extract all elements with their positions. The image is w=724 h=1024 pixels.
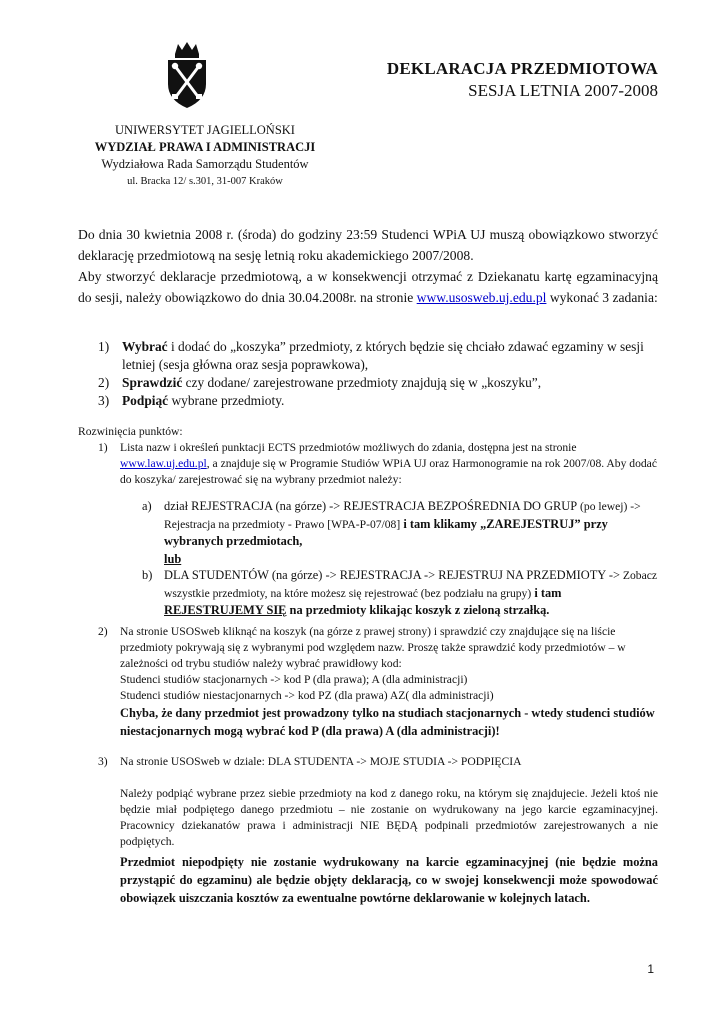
option-b-path-cont: Zobacz wszystkie przedmioty, na które możesz się rejestrować (bez podziału na grupy) <box>164 569 658 600</box>
institution-address: ul. Bracka 12/ s.301, 31-007 Kraków <box>127 176 283 187</box>
detail-item-1 <box>98 440 660 488</box>
detail-item-3-body <box>98 754 660 770</box>
option-b-instruction-underlined: REJESTRUJEMY SIĘ <box>164 603 287 617</box>
task-item <box>98 374 658 392</box>
task-number: 3) <box>98 393 110 408</box>
item1-text-end: , a znajduje się w Programie Studiów WPiA UJ oraz Harmonogramie na rok 2007/08. Aby dodać do koszyka/ zarejestrować się na wybrany przedmiot należy: <box>120 457 657 486</box>
option-b-body <box>142 567 664 620</box>
task-verb: Wybrać <box>122 339 168 354</box>
document-title <box>338 58 658 102</box>
option-a-path: dział REJESTRACJA (na górze) -> REJESTRACJA BEZPOŚREDNIA DO GRUP <box>164 499 578 513</box>
item1-text: Lista nazw i określeń punktacji ECTS przedmiotów możliwych do zdania, dostępna jest na stronie <box>120 441 577 454</box>
or-label: lub <box>164 551 182 566</box>
task-text: czy dodane/ zarejestrowane przedmioty znajdują się w „koszyku”, <box>182 375 542 390</box>
task-list <box>98 338 658 410</box>
code-line-nonstationary: Studenci studiów niestacjonarnych -> kod PZ (dla prawa) AZ( dla administracji) <box>120 689 494 702</box>
law-link[interactable]: www.law.uj.edu.pl <box>120 457 207 470</box>
intro-p2-end: wykonać 3 zadania: <box>546 290 658 305</box>
details-heading: Rozwinięcia punktów: <box>78 425 183 438</box>
intro-p2-text: Aby stworzyć deklaracje przedmiotową, a w konsekwencji otrzymać z Dziekanatu kartę egzaminacyjną do sesji, należy obowiązkowo do dnia 30.04.2008r. na stronie <box>78 269 658 305</box>
item3-title: Na stronie USOSweb w dziale: DLA STUDENTA -> MOJE STUDIA -> PODPIĘCIA <box>120 755 522 768</box>
option-b-instruction-end: na przedmioty klikając koszyk z zieloną strzałką. <box>286 603 550 617</box>
intro-section <box>78 224 658 308</box>
task-verb: Podpiąć <box>122 393 169 408</box>
title-line-2: SESJA LETNIA 2007-2008 <box>468 81 658 100</box>
detail-item-1-body <box>98 440 660 488</box>
page-number: 1 <box>647 962 654 976</box>
option-letter: b) <box>142 568 153 582</box>
code-line-stationary: Studenci studiów stacjonarnych -> kod P (dla prawa); A (dla administracji) <box>120 673 468 686</box>
intro-paragraph-2 <box>78 266 658 308</box>
task-verb: Sprawdzić <box>122 375 183 390</box>
option-a <box>142 498 664 568</box>
option-a-path-cont: (po lewej) -> Rejestracja na przedmioty - Prawo [WPA-P-07/08] <box>164 500 641 531</box>
item-number: 1) <box>98 441 108 454</box>
task-text: i dodać do „koszyka” przedmioty, z których będzie się chciało zdawać egzaminy w sesji letniej (sesja główna oraz sesja poprawkowa), <box>122 339 644 372</box>
task-item <box>98 392 658 410</box>
task-item <box>98 338 658 374</box>
university-name: UNIWERSYTET JAGIELLOŃSKI <box>115 123 295 137</box>
option-letter: a) <box>142 499 152 513</box>
option-b <box>142 567 664 620</box>
intro-paragraph-1: Do dnia 30 kwietnia 2008 r. (środa) do godziny 23:59 Studenci WPiA UJ muszą obowiązkowo stworzyć deklarację przedmiotową na sesję letnią roku akademickiego 2007/2008. <box>78 227 658 263</box>
institution-block <box>40 122 370 190</box>
detail-item-3 <box>98 754 660 770</box>
task-text: wybrane przedmioty. <box>168 393 285 408</box>
item2-warning: Chyba, że dany przedmiot jest prowadzony tylko na studiach stacjonarnych - wtedy studenci studiów niestacjonarnych mogą wybrać kod P (dla prawa) A (dla administracji)! <box>120 706 655 738</box>
detail-item-2-body <box>98 624 660 672</box>
council-name: Wydziałowa Rada Samorządu Studentów <box>101 157 309 171</box>
option-b-path: DLA STUDENTÓW (na górze) -> REJESTRACJA -> REJESTRUJ NA PRZEDMIOTY -> <box>164 568 620 582</box>
detail-item-2 <box>98 624 660 740</box>
task-number: 2) <box>98 375 110 390</box>
item-number: 3) <box>98 755 108 768</box>
item2-text: Na stronie USOSweb kliknąć na koszyk (na górze z prawej strony) i sprawdzić czy znajdujące się na liście przedmioty pokrywają się z wybranymi pod względem nazw. Proszę także sprawdzić kody przedmiotów – w zależności od trybu studiów należy wybrać prawidłowy kod: <box>120 625 626 670</box>
option-a-body <box>142 498 664 551</box>
option-a-instruction: i tam klikamy „ZAREJESTRUJ” przy wybranych przedmiotach, <box>164 516 608 548</box>
item3-text: Należy podpiąć wybrane przez siebie przedmioty na kod z danego roku, na którym się znajdujecie. Jeżeli ktoś nie będzie miał podpiętego danego przedmiotu – nie zostanie on wydrukowany na jego karcie egzaminacyjnej. Pracownicy dziekanatów prawa i administracji NIE BĘDĄ podpinali przedmiotów zarejestrowanych a nie podpiętych. <box>120 787 658 848</box>
task-number: 1) <box>98 339 110 354</box>
or-label-row <box>142 551 664 569</box>
item3-warning: Przedmiot niepodpięty nie zostanie wydrukowany na karcie egzaminacyjnej (nie będzie można przystąpić do egzaminu) ale będzie objęty deklaracją, co w swojej konsekwencji może spowodować obowiązek uiszczania kosztów za ewentualne powtórne deklarowanie w kolejnych latach. <box>120 855 658 905</box>
option-b-instruction: i tam <box>531 585 562 600</box>
item-number: 2) <box>98 625 108 638</box>
title-line-1: DEKLARACJA PRZEDMIOTOWA <box>386 59 658 78</box>
usosweb-link[interactable]: www.usosweb.uj.edu.pl <box>416 290 547 305</box>
faculty-name: WYDZIAŁ PRAWA I ADMINISTRACJI <box>94 140 316 154</box>
university-crest-icon <box>163 40 211 110</box>
